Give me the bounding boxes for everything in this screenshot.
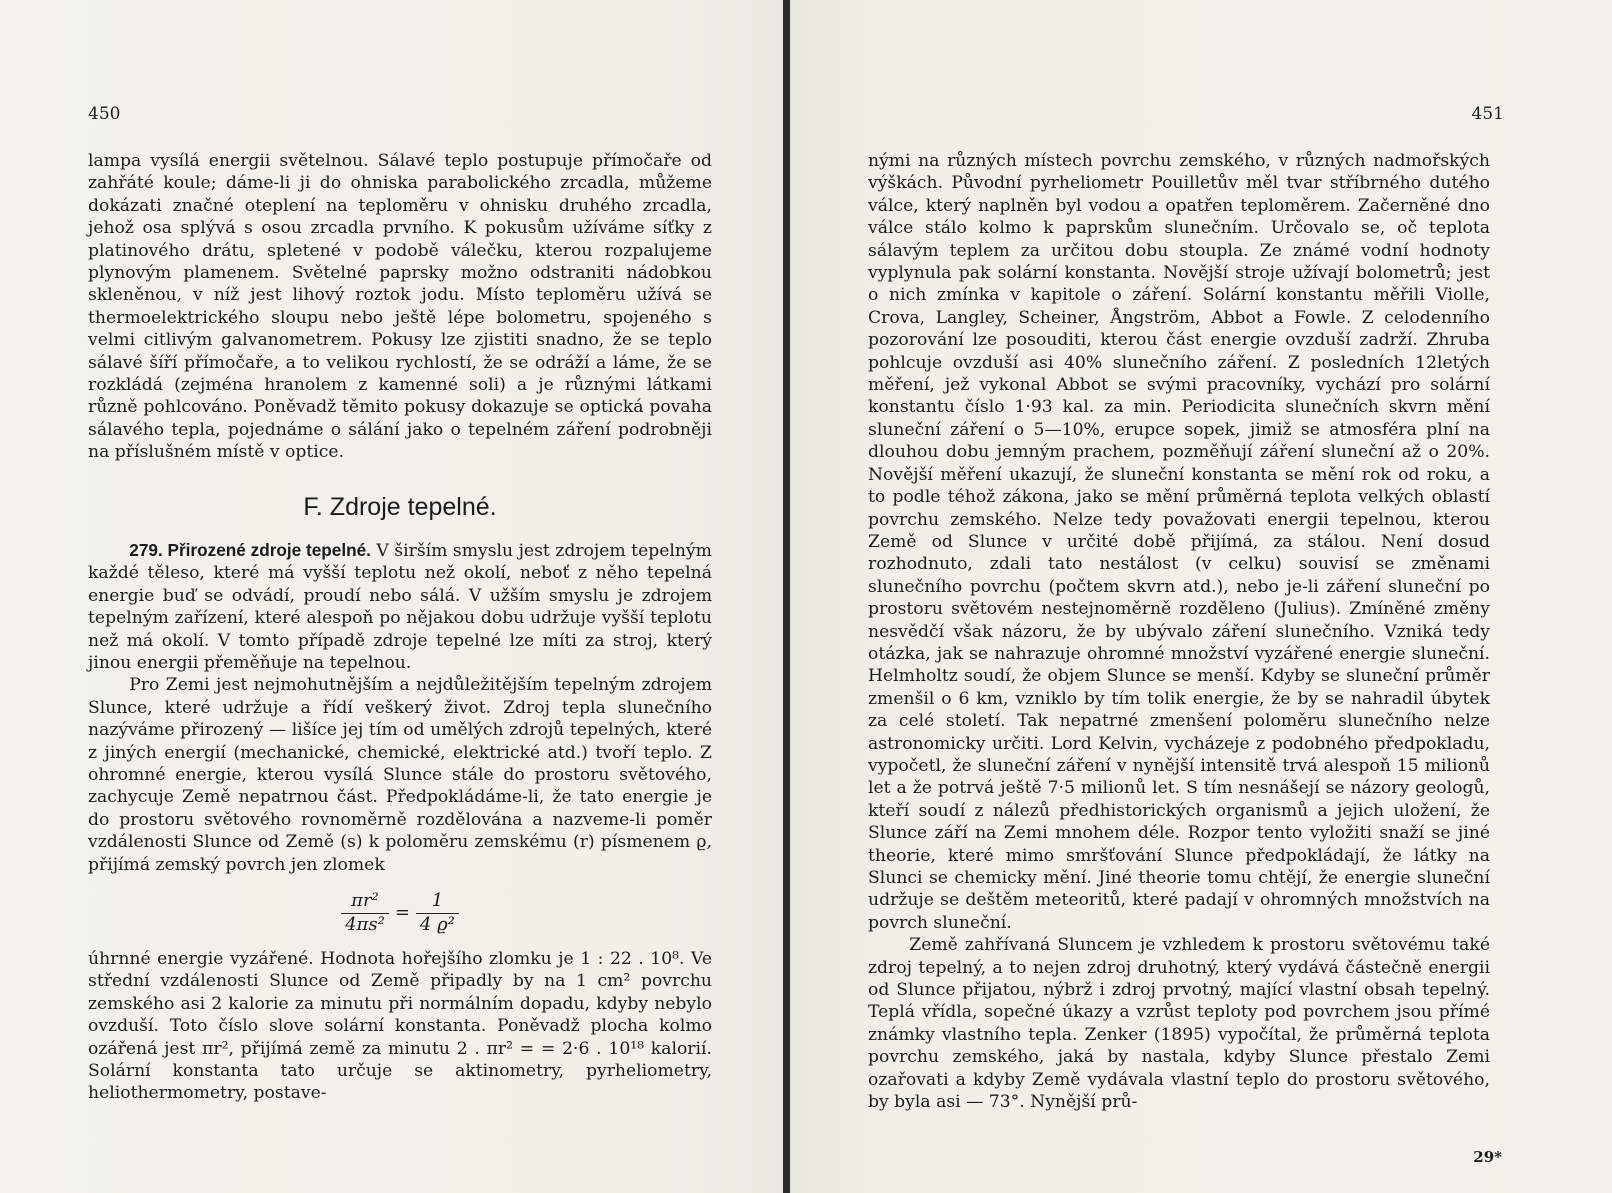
paragraph-section [88, 539, 712, 674]
numerator: πr² [351, 890, 379, 912]
fraction-left [341, 890, 389, 936]
denominator: 4πs² [341, 913, 389, 936]
paragraph-text: V širším smyslu jest zdrojem tepelným každé těleso, které má vyšší teplotu než okolí, neboť z něho tepelná energie buď se odvádí, proudí nebo sálá. V užším smyslu je zdrojem tepelným zařízení, které alespoň po nějakou dobu udržuje vyšší teplotu než má okolí. V tomto případě zdroje tepelné lze míti za stroj, který jinou energii přeměňuje na tepelnou. [88, 541, 712, 674]
right-page [790, 0, 1612, 1193]
paragraph: Země zahřívaná Sluncem je vzhledem k prostoru světovému také zdroj tepelný, a to nejen zdroj druhotný, který vydává částečně energii od Slunce přijatou, nýbrž i zdroj prvotný, mající vlastní obsah tepelný. Teplá vřídla, sopečné úkazy a vzrůst teploty pod povrchem jsou přímé známky vlastního tepla. Zenker (1895) vypočítal, že průměrná teplota povrchu zemského, jaká by nastala, kdyby Slunce přestalo Zemi ozařovati a kdyby Země vydávala vlastní teplo do prostoru světového, by byla asi — 73°. Nynější prů- [868, 935, 1490, 1113]
paragraph: úhrnné energie vyzářené. Hodnota hořejšího zlomku je 1 : 22 . 10⁸. Ve střední vzdálenosti Slunce od Země připadly by na 1 cm² povrchu zemského asi 2 kalorie za minutu při normálním dopadu, kdyby nebylo ovzduší. Toto číslo slove solární konstanta. Poněvadž plocha kolmo ozářená jest πr², přijímá země za minutu 2 . πr² = = 2·6 . 10¹⁸ kalorií. Solární konstanta tato určuje se aktinometry, pyrheliometry, heliothermometry, postave- [88, 948, 712, 1104]
page-number-right: 451 [1471, 104, 1504, 124]
paragraph: nými na různých místech povrchu zemského, v různých nadmořských výškách. Původní pyrheliometr Pouilletův měl tvar stříbrného dutého válce, který naplněn byl vodou a opatřen teploměrem. Začerněné dno válce stálo kolmo k paprskům slunečním. Určovalo se, oč teplota sálavým teplem za určitou dobu stoupla. Ze známé vodní hodnoty vyplynula pak solární konstanta. Novější stroje užívají bolometrů; jest o nich zmínka v kapitole o záření. Solární konstantu měřili Violle, Crova, Langley, Scheiner, Ångström, Abbot a Fowle. Z celodenního pozorování lze posouditi, kterou část energie ovzduší zadrží. Zhruba pohlcuje ovzduší asi 40% slunečního záření. Z posledních 12letých měření, jež vykonal Abbot se svými pracovníky, vychází pro solární konstantu číslo 1·93 kal. za min. Periodicita slunečních skvrn mění sluneční záření o 5—10%, erupce sopek, jimiž se atmosféra plní na dlouhou dobu jemným prachem, pozměňují záření sluneční až o 20%. Novější měření ukazují, že sluneční konstanta se mění rok od roku, a to podle téhož zákona, jako se mění průměrná teplota velkých oblastí povrchu zemského. Nelze tedy považovati energii tepelnou, kterou Země od Slunce v určité době přijímá, za stálou. Není dosud rozhodnuto, zdali tato nestálost (v celku) souvisí se změnami slunečního povrchu (počtem skvrn atd.), nebo je-li záření sluneční po prostoru světovém nestejnoměrně rozděleno (Julius). Zmíněné změny nesvědčí však názoru, že by ubývalo záření slunečního. Vzniká tedy otázka, jak se nahrazuje ohromné množství vyzářené energie sluneční. Helmholtz soudí, že objem Slunce se menší. Kdyby se sluneční průměr zmenšil o 6 km, vzniklo by tím tolik energie, že by se nahradil úbytek za celé století. Tak nepatrné zmenšení poloměru slunečního nelze astronomicky určiti. Lord Kelvin, vycházeje z podobného předpokladu, vypočetl, že sluneční záření v nynější intensitě trvá alespoň 15 milionů let a že potrvá ještě 7·5 milionů let. S tím nesnášejí se názory geologů, kteří soudí z nálezů předhistorických organismů a jejich uložení, že Slunce září na Zemi mnohem déle. Rozpor tento vyložiti snaží se jiné theorie, které mimo smršťování Slunce předpokládají, že látky na Slunci se chemicky mění. Jiné theorie tomu chtějí, že energie sluneční udržuje se deštěm meteoritů, které padají v ohromných množstvích na povrch sluneční. [868, 151, 1490, 933]
denominator: 4 ϱ² [416, 913, 459, 936]
paragraph: Pro Zemi jest nejmohutnějším a nejdůležitějším tepelným zdrojem Slunce, které udržuje a řídí veškerý život. Zdroj tepla slunečního nazýváme přirozený — lišíce jej tím od umělých zdrojů tepelných, které z jiných energií (mechanické, chemické, elektrické atd.) tvoří teplo. Z ohromné energie, kterou vysílá Slunce stále do prostoru světového, zachycuje Země nepatrnou část. Předpokládáme-li, že tato energie je do prostoru světového rovnoměrně rozdělována a nazveme-li poměr vzdálenosti Slunce od Země (s) k poloměru zemskému (r) písmenem ϱ, přijímá zemský povrch jen zlomek [88, 675, 712, 875]
section-label: 279. Přirozené zdroje tepelné. [129, 540, 371, 560]
fraction-right [416, 890, 459, 936]
left-text-bottom [88, 539, 712, 1105]
right-text [868, 150, 1490, 1113]
left-page [0, 0, 785, 1193]
signature-mark: 29* [1473, 1148, 1502, 1166]
page-number-left: 450 [88, 104, 121, 124]
left-text-top [88, 150, 712, 464]
numerator: 1 [431, 890, 444, 912]
chapter-heading: F. Zdroje tepelné. [303, 493, 497, 521]
paragraph: lampa vysílá energii světelnou. Sálavé teplo postupuje přímočaře od zahřáté koule; dáme-li ji do ohniska parabolického zrcadla, můžeme dokázati značné oteplení na teploměru v ohnisku druhého zrcadla, jehož osa splývá s osou zrcadla prvního. K pokusům užíváme síťky z platinového drátu, spletené v podobě válečku, kterou rozpalujeme plynovým plamenem. Světelné paprsky možno odstraniti nádobkou skleněnou, v níž jest lihový roztok jodu. Místo teploměru užívá se thermoelektrického sloupu nebo ještě lépe bolometru, spojeného s velmi citlivým galvanometrem. Pokusy lze zjistiti snadno, že se teplo sálavé šíří přímočaře, a to velikou rychlostí, že se odráží a láme, že se rozkládá (zejména hranolem z kamenné soli) a je různými látkami různě pohlcováno. Poněvadž těmito pokusy dokazuje se optická povaha sálavého tepla, pojednáme o sálání jako o tepelném záření podrobněji na příslušném místě v optice. [88, 151, 712, 463]
formula [88, 890, 712, 936]
equals-sign: = [394, 901, 410, 923]
